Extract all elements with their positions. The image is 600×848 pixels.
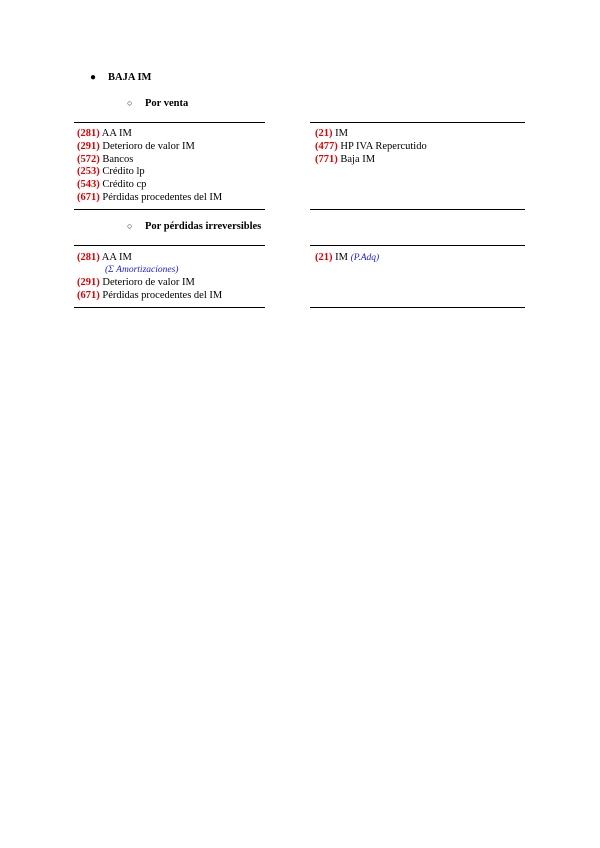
account-label: AA IM bbox=[101, 252, 132, 263]
account-code: (21) bbox=[315, 252, 333, 263]
account-label: Crédito cp bbox=[102, 179, 147, 190]
journal-note bbox=[105, 264, 178, 277]
journal-line bbox=[315, 141, 427, 154]
account-label: Baja IM bbox=[340, 154, 376, 165]
venta-bottom-rule-right bbox=[310, 209, 525, 210]
journal-line bbox=[77, 154, 133, 167]
account-code: (291) bbox=[77, 277, 100, 288]
account-code: (281) bbox=[77, 252, 100, 263]
journal-line bbox=[77, 141, 195, 154]
account-code: (771) bbox=[315, 154, 338, 165]
venta-top-rule-right bbox=[310, 122, 525, 123]
perdidas-top-rule-right bbox=[310, 245, 525, 246]
journal-line bbox=[77, 128, 132, 141]
bullet-icon: ● bbox=[90, 72, 97, 83]
account-code: (291) bbox=[77, 141, 100, 152]
subsection-title-perdidas: Por pérdidas irreversibles bbox=[145, 221, 262, 232]
account-code: (572) bbox=[77, 154, 100, 165]
journal-line bbox=[77, 277, 195, 290]
journal-line bbox=[77, 166, 145, 179]
account-code: (477) bbox=[315, 141, 338, 152]
account-code: (671) bbox=[77, 290, 100, 301]
account-label: Deterioro de valor IM bbox=[102, 277, 195, 288]
amortization-note: (Σ Amortizaciones) bbox=[105, 265, 179, 275]
account-code: (543) bbox=[77, 179, 100, 190]
account-label: Bancos bbox=[102, 154, 134, 165]
account-label: Pérdidas procedentes del IM bbox=[102, 192, 223, 203]
journal-line bbox=[77, 290, 222, 303]
account-label: IM bbox=[335, 252, 348, 263]
sub-bullet-icon: ○ bbox=[127, 221, 133, 231]
journal-line bbox=[77, 192, 222, 205]
acquisition-price-note: (P.Adq) bbox=[350, 253, 380, 263]
account-code: (21) bbox=[315, 128, 333, 139]
account-code: (253) bbox=[77, 166, 100, 177]
venta-top-rule-left bbox=[74, 122, 265, 123]
account-label: AA IM bbox=[101, 128, 132, 139]
account-label: HP IVA Repercutido bbox=[340, 141, 427, 152]
account-label: Crédito lp bbox=[102, 166, 145, 177]
journal-line bbox=[77, 252, 132, 265]
subsection-title-venta: Por venta bbox=[145, 98, 189, 109]
journal-line bbox=[315, 252, 379, 265]
account-label: Deterioro de valor IM bbox=[102, 141, 195, 152]
account-code: (671) bbox=[77, 192, 100, 203]
perdidas-bottom-rule-right bbox=[310, 307, 525, 308]
account-code: (281) bbox=[77, 128, 100, 139]
journal-line bbox=[315, 154, 375, 167]
sub-bullet-icon: ○ bbox=[127, 98, 133, 108]
perdidas-bottom-rule-left bbox=[74, 307, 265, 308]
perdidas-top-rule-left bbox=[74, 245, 265, 246]
venta-bottom-rule-left bbox=[74, 209, 265, 210]
section-title: BAJA IM bbox=[108, 72, 152, 83]
account-label: Pérdidas procedentes del IM bbox=[102, 290, 223, 301]
account-label: IM bbox=[335, 128, 348, 139]
journal-line bbox=[315, 128, 348, 141]
journal-line bbox=[77, 179, 146, 192]
